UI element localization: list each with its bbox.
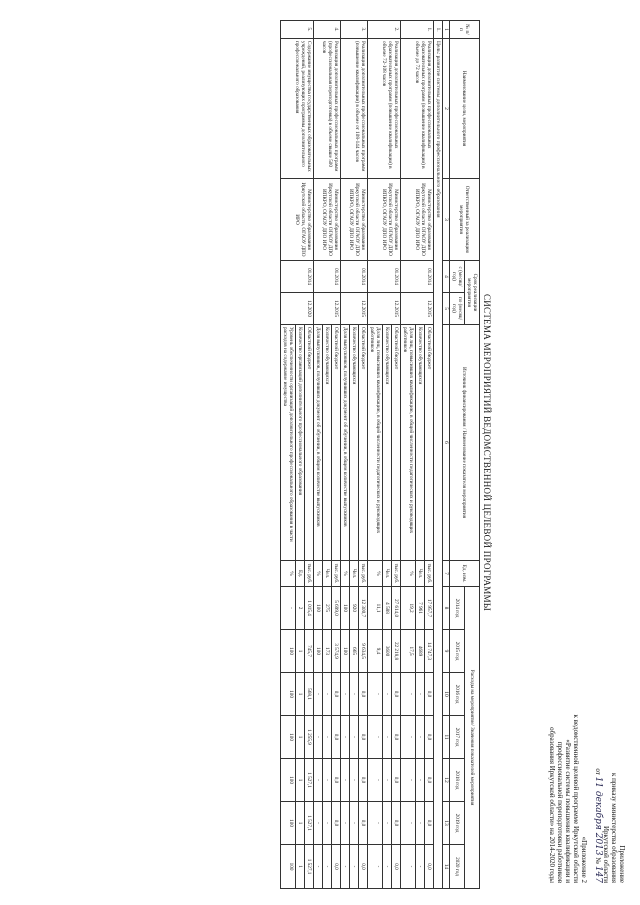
col-number: 8 <box>443 587 450 630</box>
head-expenses: Расходы на мероприятие/ Значения показателей мероприятия <box>465 587 480 889</box>
goal-row <box>434 21 443 889</box>
activity-name: Реализация дополнительных профессиональных образовательных программ (повышение квалификации) в объеме до 72 часов <box>401 39 434 179</box>
goal-text: Цель: развитие системы дополнительного профессионального образования <box>434 39 443 889</box>
year-value: - <box>368 845 383 889</box>
indicator-unit: % <box>314 561 323 587</box>
header-block <box>548 603 626 883</box>
end-date: 12.2015 <box>314 293 341 325</box>
year-value: 4 588 <box>383 587 392 630</box>
col-number: 7 <box>443 561 450 587</box>
activity-name: Содержание имущества государственных образовательных учреждений, реализующих программы дополнительного профессионального образования <box>281 39 314 179</box>
col-number: 6 <box>443 325 450 561</box>
col-number: 11 <box>443 716 450 759</box>
year-value: - <box>401 716 416 759</box>
year-value: - <box>314 716 323 759</box>
year-value: 100 <box>314 630 323 673</box>
year-value: 0,0 <box>332 802 341 845</box>
year-value: - <box>383 802 392 845</box>
appendix-label: Приложение <box>618 845 626 883</box>
indicator-label: Доля лиц, повысивших квалификацию, в общей численности педагогических и руководящих работников <box>401 325 416 561</box>
head-year: 2014 год <box>450 587 465 630</box>
year-value: 0,0 <box>359 845 368 889</box>
table-row <box>305 21 314 889</box>
indicator-unit: % <box>401 561 416 587</box>
indicator-unit: тыс. руб. <box>305 561 314 587</box>
year-value: 0,0 <box>359 802 368 845</box>
head-to: по (месяц/ год) <box>450 293 465 325</box>
region-line: Иркутской области <box>602 825 610 883</box>
year-value: 1 <box>296 759 305 802</box>
indicator-label: Количество обучающихся <box>383 325 392 561</box>
year-value: - <box>368 802 383 845</box>
year-value: 22 218,8 <box>392 630 401 673</box>
year-value: - <box>341 802 350 845</box>
year-value: - <box>314 673 323 716</box>
year-value: - <box>416 716 425 759</box>
year-value: 12 300,7 <box>359 587 368 630</box>
indicator-unit: % <box>368 561 383 587</box>
end-date: 12.2020 <box>281 293 314 325</box>
year-value: 665 <box>350 630 359 673</box>
year-value: 100 <box>281 716 296 759</box>
year-value: 5 699,0 <box>332 587 341 630</box>
indicator-label: Областной бюджет <box>305 325 314 561</box>
table-head-row-1 <box>465 21 480 889</box>
year-value: 11,1 <box>368 587 383 630</box>
program-line-1: к ведомственной целевой программе Иркутской области <box>572 714 580 883</box>
indicator-label: Уровень обеспеченности организаций дополнительного профессионального образования в части расходов на содержание имущества <box>281 325 296 561</box>
start-date: 01.2014 <box>401 261 434 293</box>
year-value: - <box>383 673 392 716</box>
indicator-unit: Чел. <box>323 561 332 587</box>
year-value: 920 <box>350 587 359 630</box>
responsible-party: Министерство образования Иркутской области ОГАОУ ДПО ИПКРО, ОГАОУ ДПО ИРО <box>314 179 341 261</box>
head-from: с (месяц/ год) <box>450 261 465 293</box>
year-value: 0,0 <box>332 716 341 759</box>
year-value: 0,0 <box>332 845 341 889</box>
year-value: 0,0 <box>425 716 434 759</box>
head-year: 2016 год <box>450 673 465 716</box>
head-responsible: Ответственный за реализацию мероприятия <box>450 179 480 261</box>
program-line-4: образования Иркутской области» на 2014-2020 годы <box>548 727 556 883</box>
year-value: - <box>383 845 392 889</box>
goal-num: 1. <box>434 21 443 39</box>
year-value: 0,0 <box>359 673 368 716</box>
year-value: - <box>368 716 383 759</box>
year-value: 3 574,9 <box>332 630 341 673</box>
row-number: 1. <box>401 21 434 39</box>
col-number: 10 <box>443 673 450 716</box>
year-value: 1 <box>296 716 305 759</box>
appendix2-label: «Приложение 2 <box>580 836 588 883</box>
start-date: 01.2014 <box>368 261 401 293</box>
indicator-label: Доля лиц, повысивших квалификацию, в общей численности педагогических и руководящих работников <box>368 325 383 561</box>
col-number: 4 <box>443 261 450 293</box>
year-value: 9 634,5 <box>359 630 368 673</box>
program-table <box>280 20 480 889</box>
year-value: 1 <box>296 845 305 889</box>
year-value: - <box>323 716 332 759</box>
year-value: 1 <box>296 673 305 716</box>
end-date: 12.2015 <box>401 293 434 325</box>
year-value: 7 961 <box>416 587 425 630</box>
document-title: СИСТЕМА МЕРОПРИЯТИЙ ВЕДОМСТВЕННОЙ ЦЕЛЕВОЙ ПРОГРАММЫ <box>482 293 492 612</box>
col-number: 14 <box>443 845 450 889</box>
year-value: - <box>350 845 359 889</box>
year-value: - <box>401 759 416 802</box>
year-value: - <box>341 759 350 802</box>
year-value: 1 527,1 <box>305 845 314 889</box>
col-number: 12 <box>443 759 450 802</box>
row-number: 3. <box>341 21 368 39</box>
year-value: 100 <box>281 845 296 889</box>
indicator-label: Областной бюджет <box>332 325 341 561</box>
year-value: 17,5 <box>401 630 416 673</box>
year-value: - <box>323 845 332 889</box>
indicator-unit: тыс. руб. <box>332 561 341 587</box>
indicator-unit: Чел. <box>350 561 359 587</box>
year-value: 0,0 <box>392 673 401 716</box>
year-value: 1 527,1 <box>305 802 314 845</box>
indicator-unit: тыс. руб. <box>425 561 434 587</box>
year-value: - <box>341 673 350 716</box>
row-number: 4. <box>314 21 341 39</box>
responsible-party: Министерство образования Иркутской области, ОГАОУ ДПО ИРО <box>281 179 314 261</box>
year-value: 1 <box>296 802 305 845</box>
year-value: 100 <box>281 759 296 802</box>
year-value: - <box>401 845 416 889</box>
year-value: - <box>401 802 416 845</box>
year-value: 173 <box>323 630 332 673</box>
year-value: - <box>416 673 425 716</box>
year-value: 100 <box>314 587 323 630</box>
to-order-line: к приказу министерства образования <box>610 772 618 883</box>
year-value: 0,0 <box>392 802 401 845</box>
year-value: 1 015,4 <box>305 587 314 630</box>
head-year: 2018 год <box>450 759 465 802</box>
year-value: 17 957,7 <box>425 587 434 630</box>
year-value: - <box>350 802 359 845</box>
indicator-unit: Чел. <box>383 561 392 587</box>
year-value: 100 <box>281 673 296 716</box>
head-source: Источник финансирования / Наименование показателя мероприятия <box>450 325 480 561</box>
year-value: 14 747,3 <box>425 630 434 673</box>
program-line-2: «Развитие системы повышения квалификации и <box>564 739 572 883</box>
year-value: 0,0 <box>392 845 401 889</box>
row-number: 5. <box>281 21 314 39</box>
indicator-unit: тыс. руб. <box>392 561 401 587</box>
year-value: - <box>323 673 332 716</box>
indicator-label: Количество обучающихся <box>350 325 359 561</box>
start-date: 01.2014 <box>314 261 341 293</box>
year-value: 19,2 <box>401 587 416 630</box>
table-row <box>332 21 341 889</box>
year-value: 568,1 <box>305 673 314 716</box>
year-value: - <box>281 587 296 630</box>
year-value: 0,0 <box>425 802 434 845</box>
year-value: - <box>401 673 416 716</box>
signature-line <box>594 603 602 883</box>
year-value: - <box>314 802 323 845</box>
head-unit: Ед. изм. <box>450 561 480 587</box>
year-value: 100 <box>341 630 350 673</box>
year-value: 275 <box>323 587 332 630</box>
year-value: 4689 <box>416 630 425 673</box>
indicator-label: Количество обучающихся <box>323 325 332 561</box>
indicator-label: Областной бюджет <box>425 325 434 561</box>
year-value: - <box>368 759 383 802</box>
year-value: - <box>416 802 425 845</box>
year-value: - <box>323 759 332 802</box>
year-value: - <box>323 802 332 845</box>
year-value: 1 527,1 <box>305 759 314 802</box>
year-value: 3600 <box>383 630 392 673</box>
year-value: - <box>341 716 350 759</box>
year-value: 100 <box>281 802 296 845</box>
responsible-party: Министерство образования Иркутской области ОГАОУ ДПО ИПКРО, ОГАОУ ДПО ИРО <box>401 179 434 261</box>
year-value: 0,0 <box>425 673 434 716</box>
row-number: 2. <box>368 21 401 39</box>
head-year: 2015 год <box>450 630 465 673</box>
table-row <box>359 21 368 889</box>
year-value: 0,0 <box>392 759 401 802</box>
indicator-label: Количество обучающихся <box>416 325 425 561</box>
year-value: 0,0 <box>359 759 368 802</box>
indicator-label: Областной бюджет <box>359 325 368 561</box>
head-num: № п/п <box>450 21 480 39</box>
year-value: - <box>368 673 383 716</box>
indicator-unit: Ед. <box>296 561 305 587</box>
col-number: 2 <box>443 39 450 179</box>
column-numbers-row <box>443 21 450 889</box>
indicator-unit: тыс. руб. <box>359 561 368 587</box>
col-number: 13 <box>443 802 450 845</box>
year-value: - <box>314 759 323 802</box>
col-number: 1 <box>443 21 450 39</box>
head-name: Наименование цели, мероприятия <box>450 39 480 179</box>
program-line-3: профессиональной переподготовки работников <box>556 741 564 883</box>
col-number: 3 <box>443 179 450 261</box>
start-date: 01.2014 <box>281 261 314 293</box>
head-year: 2017 год <box>450 716 465 759</box>
year-value: 0,0 <box>425 759 434 802</box>
head-year: 2020 год <box>450 845 465 889</box>
start-date: 01.2014 <box>341 261 368 293</box>
date-prefix: от <box>594 768 602 775</box>
year-value: - <box>383 759 392 802</box>
year-value: - <box>416 759 425 802</box>
activity-name: Реализация дополнительных профессиональных программ (повышение квалификации) в объеме от 108-144 часов <box>341 39 368 179</box>
year-value: 100 <box>341 587 350 630</box>
handwritten-number: 147 <box>593 865 603 883</box>
year-value: 0,0 <box>332 673 341 716</box>
year-value: - <box>314 845 323 889</box>
indicator-label: Доля выпускников, получивших документ об обучении, в общем количестве выпускников <box>314 325 323 561</box>
year-value: 0,0 <box>359 716 368 759</box>
year-value: - <box>383 716 392 759</box>
head-year: 2019 год <box>450 802 465 845</box>
year-value: 100 <box>281 630 296 673</box>
year-value: - <box>350 716 359 759</box>
year-value: 1 <box>296 630 305 673</box>
year-value: 2 <box>296 587 305 630</box>
year-value: - <box>350 759 359 802</box>
table-row <box>425 21 434 889</box>
head-deadline: Срок реализации мероприятия <box>465 261 480 325</box>
end-date: 12.2015 <box>341 293 368 325</box>
indicator-unit: % <box>341 561 350 587</box>
indicator-label: Доля выпускников, получивших документ об обучении, в общем количестве выпускников <box>341 325 350 561</box>
responsible-party: Министерство образования Иркутской области ОГАОУ ДПО ИПКРО, ОГАОУ ДПО ИРО <box>341 179 368 261</box>
end-date: 12.2015 <box>368 293 401 325</box>
col-number: 9 <box>443 630 450 673</box>
responsible-party: Министерство образования Иркутской области ОГАОУ ДПО ИПКРО, ОГАОУ ДПО ИРО <box>368 179 401 261</box>
handwritten-date: 11 декабря 2013 <box>593 776 603 856</box>
year-value: 0,0 <box>332 759 341 802</box>
year-value: 0,0 <box>425 845 434 889</box>
year-value: - <box>341 845 350 889</box>
year-value: 9,4 <box>368 630 383 673</box>
year-value: 27 614,0 <box>392 587 401 630</box>
year-value: 1 255,9 <box>305 716 314 759</box>
activity-name: Реализация дополнительных профессиональных программ (профессиональная переподготовка) в объеме свыше 500 часов <box>314 39 341 179</box>
col-number: 5 <box>443 293 450 325</box>
number-prefix: № <box>594 857 602 865</box>
table-row <box>392 21 401 889</box>
indicator-unit: % <box>281 561 296 587</box>
indicator-label: Областной бюджет <box>392 325 401 561</box>
year-value: - <box>416 845 425 889</box>
indicator-label: Количество организаций дополнительного профессионального образования <box>296 325 305 561</box>
activity-name: Реализация дополнительных профессиональных образовательных программ (повышение квалификации) в объеме 72-108 часов <box>368 39 401 179</box>
year-value: - <box>350 673 359 716</box>
year-value: 745,7 <box>305 630 314 673</box>
indicator-unit: Чел. <box>416 561 425 587</box>
year-value: 0,0 <box>392 716 401 759</box>
